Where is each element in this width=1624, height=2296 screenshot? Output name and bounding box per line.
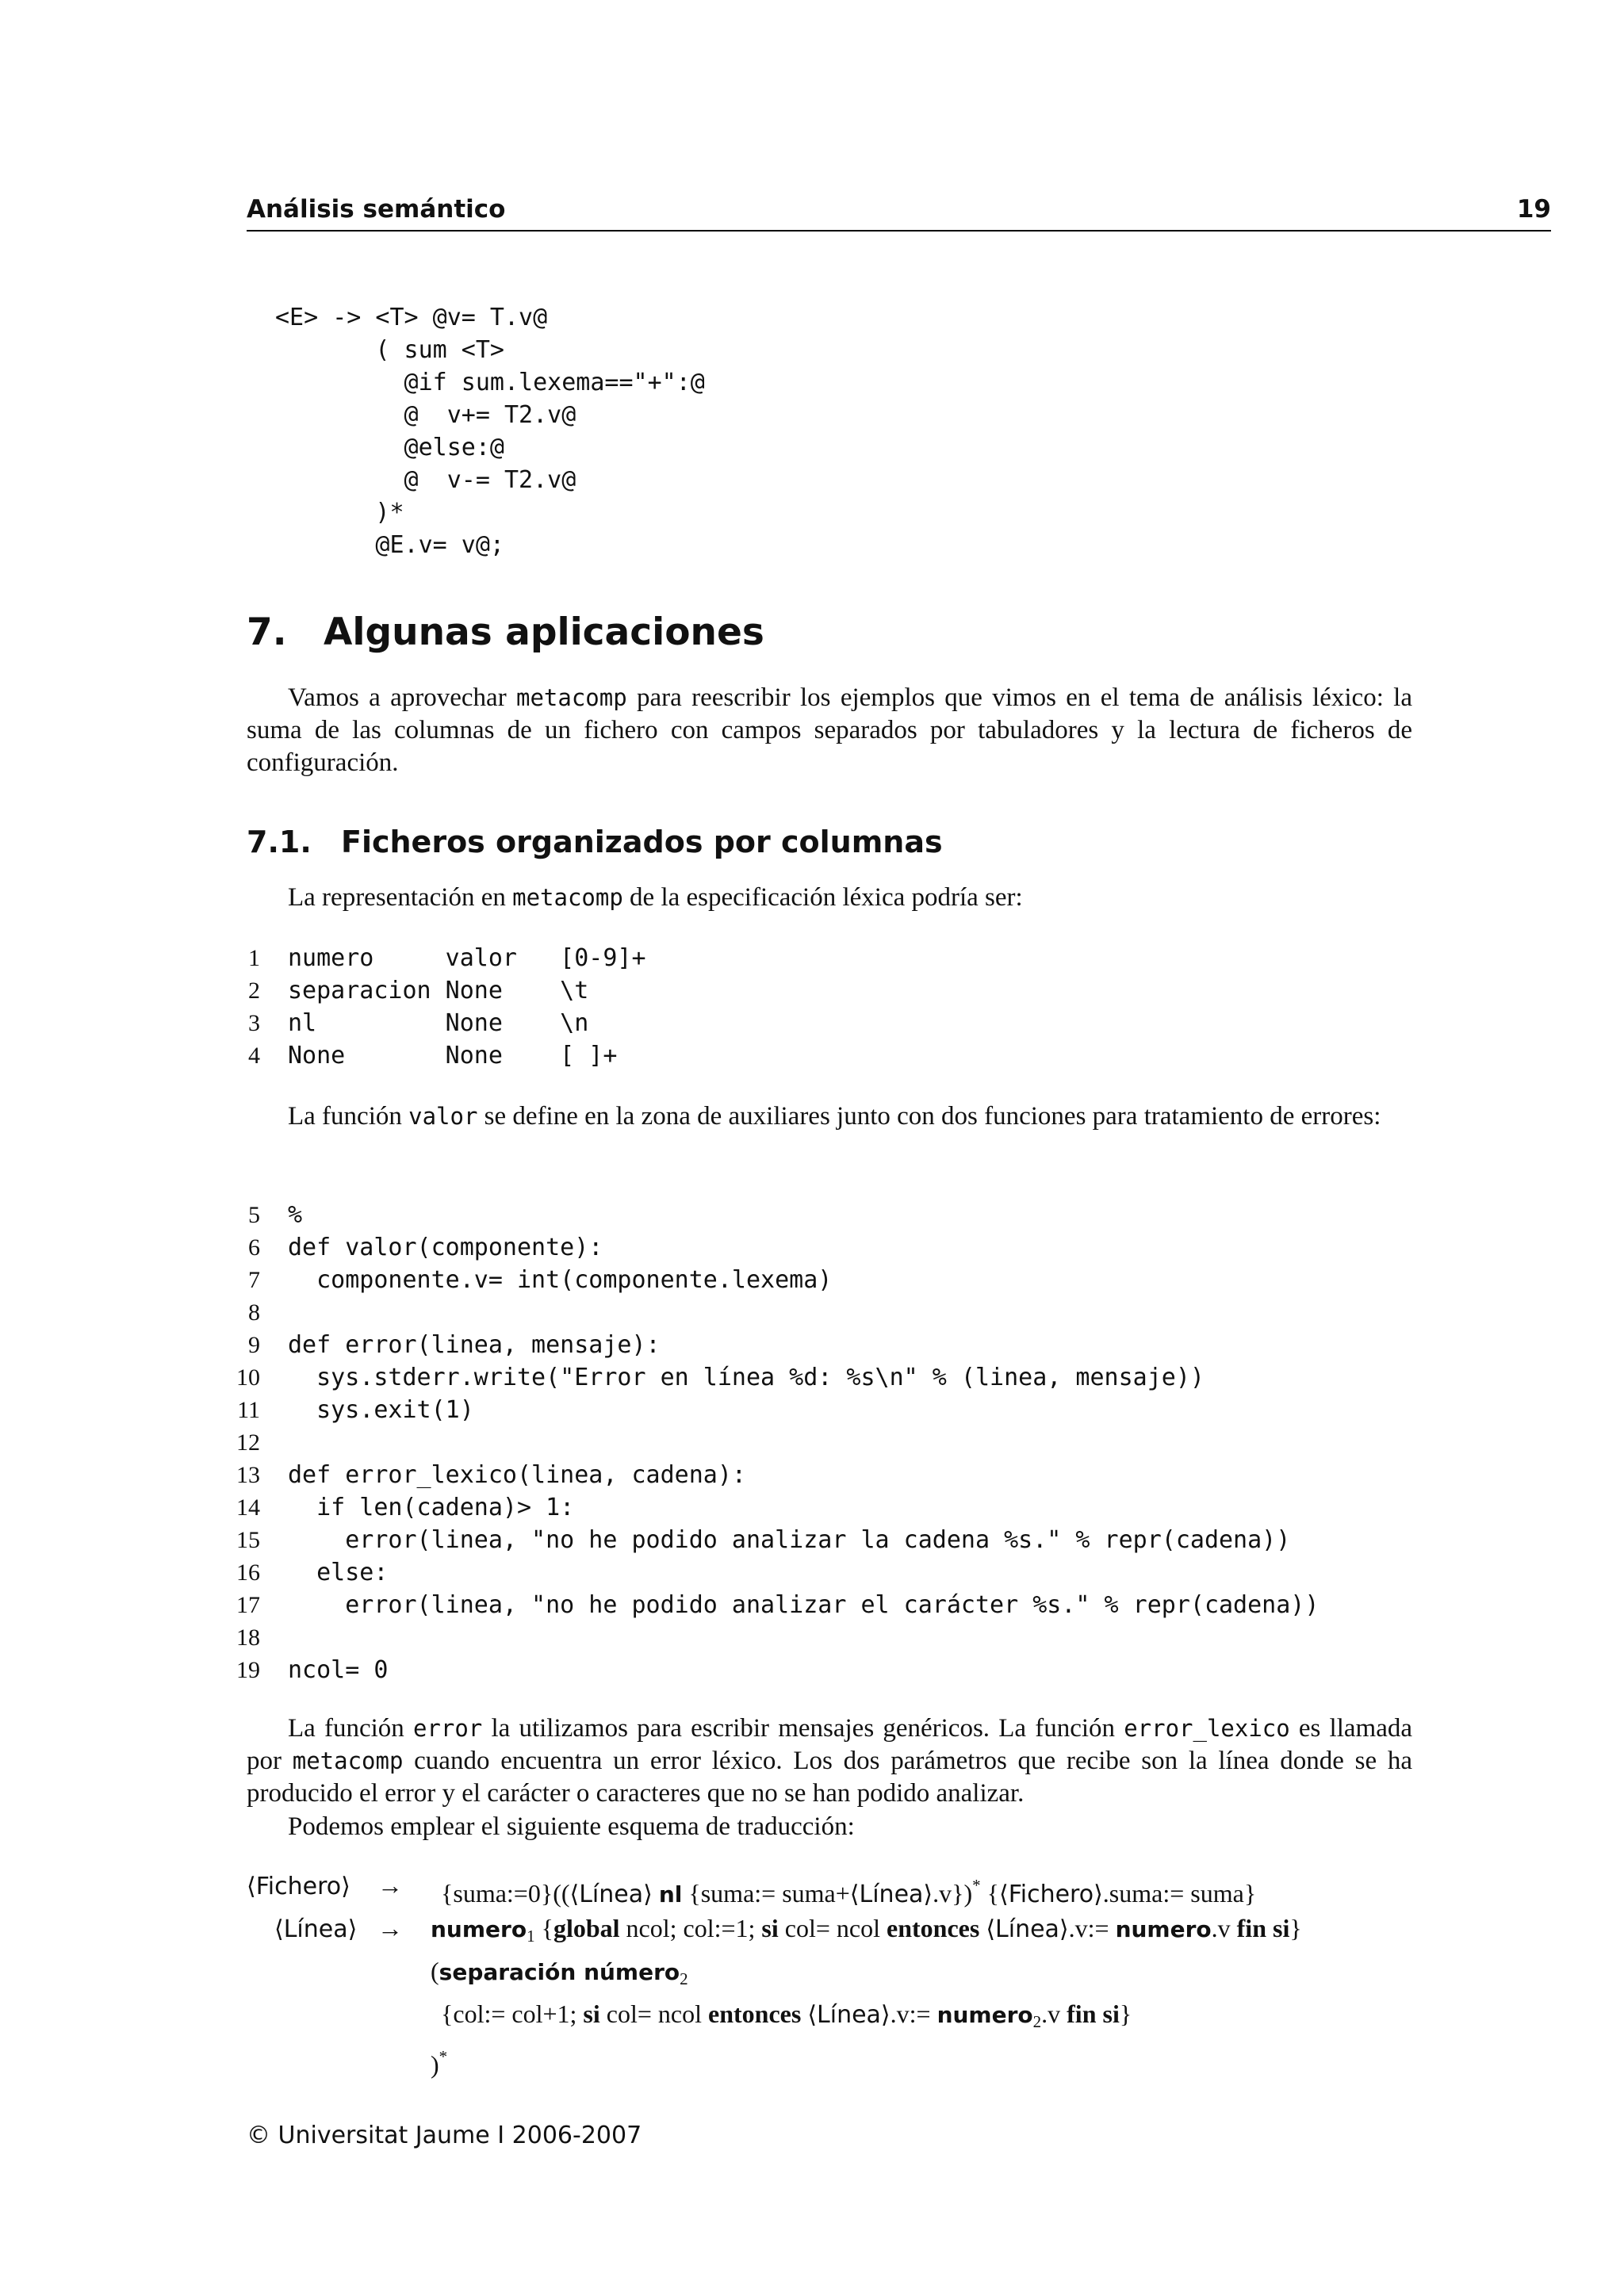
grammar-rule-fichero bbox=[247, 1868, 350, 1904]
subsection-title: Ficheros organizados por columnas bbox=[341, 825, 943, 859]
line-code: if len(cadena)> 1: bbox=[288, 1494, 575, 1521]
line-code: error(linea, "no he podido analizar el carácter %s." % repr(cadena)) bbox=[288, 1591, 1320, 1619]
section-number: 7. bbox=[247, 610, 287, 654]
nonterminal-fichero: ⟨Fichero⟩ bbox=[998, 1881, 1103, 1908]
keyword-global: global bbox=[553, 1914, 620, 1942]
token-numero: numero bbox=[1115, 1916, 1212, 1942]
nonterminal-linea: ⟨Línea⟩ bbox=[849, 1881, 933, 1908]
text: de la especificación léxica podría ser: bbox=[622, 883, 1023, 912]
rule-body bbox=[431, 2039, 447, 2082]
section-heading bbox=[247, 610, 764, 654]
keyword-fin-si: fin si bbox=[1236, 1914, 1290, 1942]
line-number: 5 bbox=[248, 1202, 260, 1228]
nonterminal-linea: ⟨Línea⟩ bbox=[274, 1915, 358, 1943]
token-numero: numero bbox=[936, 2002, 1033, 2028]
line-number: 14 bbox=[236, 1494, 260, 1521]
line-code: componente.v= int(componente.lexema) bbox=[288, 1266, 833, 1294]
subsection-heading bbox=[247, 825, 943, 859]
running-header bbox=[247, 193, 1551, 232]
rule-body bbox=[441, 1868, 1256, 1912]
line-code: def valor(componente): bbox=[288, 1234, 603, 1261]
kleene-star: * bbox=[439, 2047, 448, 2066]
line-code: numero valor [0-9]+ bbox=[288, 944, 646, 972]
rule-body bbox=[431, 1954, 688, 1996]
text: col= ncol bbox=[784, 1914, 880, 1942]
text: { bbox=[541, 1914, 553, 1942]
inline-code: metacomp bbox=[512, 884, 623, 911]
inline-code: valor bbox=[408, 1103, 478, 1130]
text: Podemos emplear el siguiente esquema de traducción: bbox=[288, 1812, 855, 1841]
text: {col:= col+1; bbox=[441, 1999, 577, 2028]
line-number: 6 bbox=[248, 1234, 260, 1261]
line-code: None None [ ]+ bbox=[288, 1042, 618, 1070]
rule-arrow bbox=[377, 1911, 403, 1946]
arrow: → bbox=[377, 1914, 403, 1942]
nonterminal-fichero: ⟨Fichero⟩ bbox=[247, 1873, 350, 1900]
text: col= ncol bbox=[606, 1999, 702, 2028]
text: ( bbox=[431, 1957, 439, 1985]
subsection-number: 7.1. bbox=[247, 825, 312, 859]
line-number: 4 bbox=[248, 1043, 260, 1069]
text: { bbox=[986, 1879, 999, 1908]
text: La función bbox=[288, 1714, 413, 1743]
text: la utilizamos para escribir mensajes genéricos. La función bbox=[482, 1714, 1124, 1743]
nonterminal-linea: ⟨Línea⟩ bbox=[986, 1915, 1069, 1943]
line-code: else: bbox=[288, 1559, 389, 1586]
text: .v bbox=[1211, 1914, 1231, 1942]
line-number: 12 bbox=[236, 1429, 260, 1456]
text: La representación en bbox=[288, 883, 513, 912]
token-nl: nl bbox=[658, 1881, 683, 1908]
text: } bbox=[1289, 1914, 1302, 1942]
nonterminal-linea: ⟨Línea⟩ bbox=[807, 2001, 891, 2029]
text: } bbox=[1119, 1999, 1132, 2028]
text: ncol; col:=1; bbox=[626, 1914, 756, 1942]
text: .v}) bbox=[933, 1879, 973, 1908]
nonterminal-linea: ⟨Línea⟩ bbox=[569, 1881, 653, 1908]
rule-body bbox=[431, 1911, 1302, 1954]
line-code: def error(linea, mensaje): bbox=[288, 1331, 661, 1359]
code-block-grammar: <E> -> <T> @v= T.v@ ( sum <T> @if sum.lexema=="+":@ @ v+= T2.v@ @else:@ @ v-= T2.v@ )* @E.v= v@; bbox=[275, 304, 705, 559]
line-number: 2 bbox=[248, 978, 260, 1004]
line-number: 9 bbox=[248, 1332, 260, 1358]
line-number: 19 bbox=[236, 1657, 260, 1683]
rule-arrow bbox=[377, 1868, 403, 1903]
inline-code: error bbox=[412, 1715, 483, 1742]
token-numero: numero bbox=[431, 1916, 527, 1942]
line-number: 3 bbox=[248, 1010, 260, 1036]
keyword-fin-si: fin si bbox=[1067, 1999, 1120, 2028]
line-number: 8 bbox=[248, 1299, 260, 1326]
line-code: ncol= 0 bbox=[288, 1656, 389, 1684]
line-number: 1 bbox=[248, 945, 260, 971]
line-number: 7 bbox=[248, 1267, 260, 1293]
text: La función bbox=[288, 1102, 409, 1131]
text: Vamos a aprovechar bbox=[288, 683, 516, 712]
subscript: 2 bbox=[680, 1969, 688, 1988]
text: es llamada por bbox=[247, 1714, 1412, 1775]
text: ) bbox=[431, 2050, 439, 2079]
keyword-si: si bbox=[583, 1999, 600, 2028]
paragraph-lexical-spec bbox=[247, 882, 1412, 914]
line-code: error(linea, "no he podido analizar la cadena %s." % repr(cadena)) bbox=[288, 1526, 1291, 1554]
line-number: 17 bbox=[236, 1592, 260, 1618]
grammar-rule-linea bbox=[274, 1911, 357, 1947]
paragraph-translation-scheme bbox=[247, 1811, 1412, 1843]
text: {suma:=0}(( bbox=[441, 1879, 570, 1908]
text: para reescribir los ejemplos que vimos en el tema de análisis léxico: la suma de las columnas de un fichero con campos separados por tabuladores y la lectura de ficheros de configuración. bbox=[247, 683, 1412, 777]
arrow: → bbox=[377, 1871, 403, 1900]
line-number: 13 bbox=[236, 1462, 260, 1488]
inline-code: metacomp bbox=[516, 684, 627, 711]
line-number: 10 bbox=[236, 1364, 260, 1391]
inline-code: error_lexico bbox=[1124, 1715, 1290, 1742]
inline-code: metacomp bbox=[292, 1747, 404, 1774]
line-number: 15 bbox=[236, 1527, 260, 1553]
rule-body bbox=[441, 1996, 1132, 2039]
text: .v bbox=[1041, 1999, 1061, 2028]
text: se define en la zona de auxiliares junto con dos funciones para tratamiento de errores: bbox=[477, 1102, 1381, 1131]
kleene-star: * bbox=[972, 1876, 981, 1895]
line-code: % bbox=[288, 1201, 303, 1229]
line-code: sys.stderr.write("Error en línea %d: %s\n" % (linea, mensaje)) bbox=[288, 1364, 1205, 1391]
keyword-si: si bbox=[761, 1914, 779, 1942]
line-number: 16 bbox=[236, 1559, 260, 1586]
paragraph-error-functions bbox=[247, 1712, 1412, 1810]
keyword-entonces: entonces bbox=[887, 1914, 980, 1942]
subscript: 2 bbox=[1032, 2012, 1042, 2031]
keyword-entonces: entonces bbox=[708, 1999, 802, 2028]
text: .suma:= suma} bbox=[1102, 1879, 1257, 1908]
token-separacion-numero: separación número bbox=[439, 1959, 680, 1985]
line-code: def error_lexico(linea, cadena): bbox=[288, 1461, 746, 1489]
page-number: 19 bbox=[1516, 195, 1551, 224]
line-code: sys.exit(1) bbox=[288, 1396, 474, 1424]
page-footer: © Universitat Jaume I 2006-2007 bbox=[247, 2122, 642, 2149]
line-number: 11 bbox=[237, 1397, 260, 1423]
paragraph-intro bbox=[247, 682, 1412, 779]
header-section-title: Análisis semántico bbox=[247, 195, 506, 224]
text: {suma:= suma+ bbox=[688, 1879, 850, 1908]
section-title: Algunas aplicaciones bbox=[324, 610, 764, 654]
text: .v:= bbox=[890, 1999, 931, 2028]
paragraph-valor-function bbox=[247, 1100, 1412, 1133]
line-number: 18 bbox=[236, 1624, 260, 1651]
text: .v:= bbox=[1068, 1914, 1109, 1942]
subscript: 1 bbox=[527, 1927, 535, 1946]
line-code: nl None \n bbox=[288, 1009, 589, 1037]
text: cuando encuentra un error léxico. Los dos parámetros que recibe son la línea donde se ha producido el error y el carácter o caracteres que no se han podido analizar. bbox=[247, 1747, 1412, 1808]
line-code: separacion None \t bbox=[288, 977, 589, 1004]
